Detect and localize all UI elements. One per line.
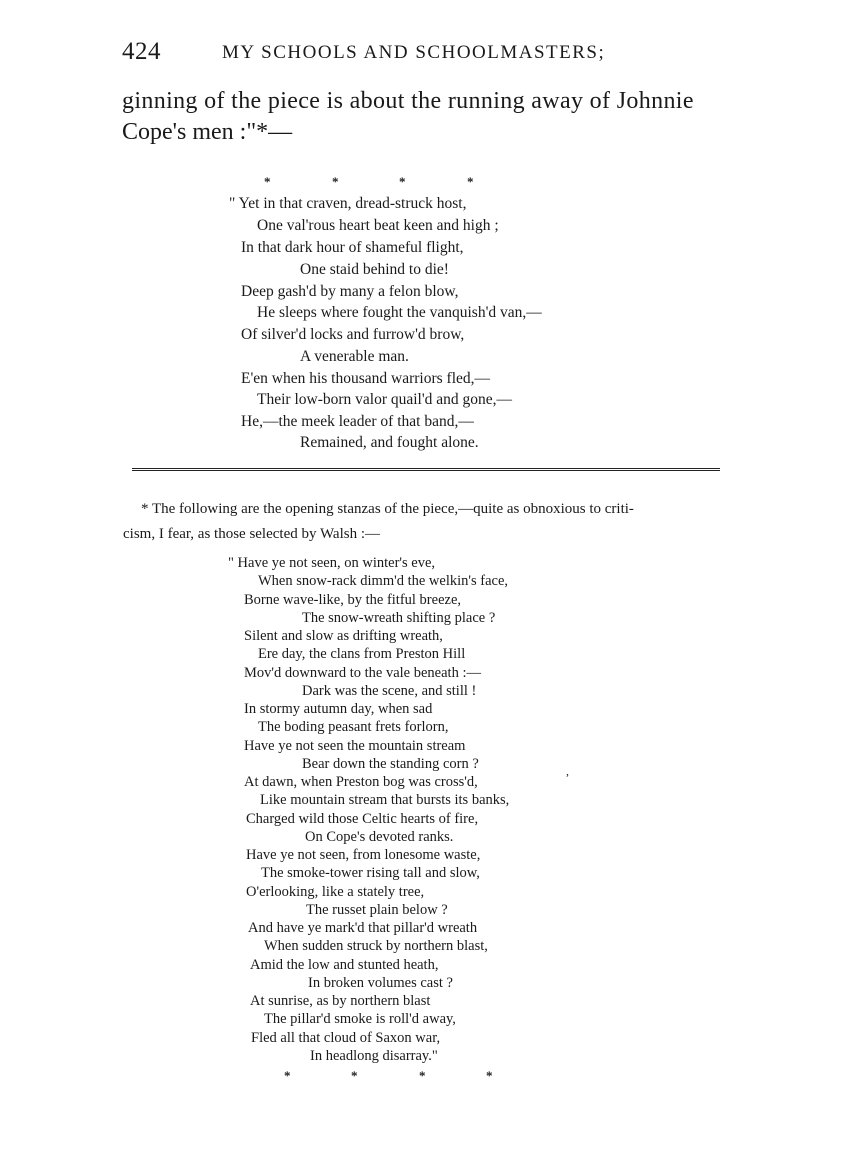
poem-line: E'en when his thousand warriors fled,— xyxy=(241,370,491,387)
footnote-poem-line: Bear down the standing corn ? xyxy=(302,756,479,772)
poem-line: One staid behind to die! xyxy=(300,261,449,278)
asterisk: * xyxy=(486,1068,493,1083)
footnote-poem-line: " Have ye not seen, on winter's eve, xyxy=(228,555,436,571)
poem-line: " Yet in that craven, dread-struck host, xyxy=(229,195,467,212)
footnote-poem-line: The snow-wreath shifting place ? xyxy=(302,610,496,626)
footnote-poem-line: Fled all that cloud of Saxon war, xyxy=(251,1030,441,1046)
footnote-intro-line: * The following are the opening stanzas of the piece,—quite as obnoxious to criti- xyxy=(141,501,634,517)
footnote-poem-line: At sunrise, as by northern blast xyxy=(250,993,431,1009)
footnote-poem-line: O'erlooking, like a stately tree, xyxy=(246,884,425,900)
asterisk: * xyxy=(467,174,474,189)
poem-line: In that dark hour of shameful flight, xyxy=(241,239,464,256)
asterisk: * xyxy=(399,174,406,189)
asterisk: * xyxy=(351,1068,358,1083)
stray-mark: , xyxy=(566,764,569,778)
poem-line: One val'rous heart beat keen and high ; xyxy=(257,217,499,234)
page-number: 424 xyxy=(122,38,161,65)
footnote-poem-line: Have ye not seen, from lonesome waste, xyxy=(246,847,481,863)
poem-line: He,—the meek leader of that band,— xyxy=(241,413,474,430)
running-head: MY SCHOOLS AND SCHOOLMASTERS; xyxy=(222,42,606,63)
footnote-poem-line: When sudden struck by northern blast, xyxy=(264,938,488,954)
body-line: ginning of the piece is about the running away of Johnnie xyxy=(122,88,694,114)
footnote-poem-line: Charged wild those Celtic hearts of fire, xyxy=(246,811,479,827)
footnote-poem-line: In stormy autumn day, when sad xyxy=(244,701,433,717)
footnote-poem-line: Silent and slow as drifting wreath, xyxy=(244,628,443,644)
footnote-poem-line: In headlong disarray." xyxy=(310,1048,438,1064)
footnote-poem-line: Ere day, the clans from Preston Hill xyxy=(258,646,466,662)
footnote-poem-line: At dawn, when Preston bog was cross'd, xyxy=(244,774,478,790)
asterisk: * xyxy=(332,174,339,189)
poem-line: He sleeps where fought the vanquish'd van,— xyxy=(257,304,542,321)
footnote-poem-line: On Cope's devoted ranks. xyxy=(305,829,454,845)
footnote-poem-line: The pillar'd smoke is roll'd away, xyxy=(264,1011,456,1027)
poem-line: Remained, and fought alone. xyxy=(300,434,479,451)
body-line: Cope's men :"*— xyxy=(122,119,293,145)
footnote-poem-line: Mov'd downward to the vale beneath :— xyxy=(244,665,481,681)
footnote-poem-line: And have ye mark'd that pillar'd wreath xyxy=(248,920,478,936)
footnote-poem-line: Borne wave-like, by the fitful breeze, xyxy=(244,592,462,608)
poem-line: Deep gash'd by many a felon blow, xyxy=(241,283,459,300)
poem-line: Of silver'd locks and furrow'd brow, xyxy=(241,326,465,343)
poem-line: Their low-born valor quail'd and gone,— xyxy=(257,391,513,408)
footnote-poem-line: The russet plain below ? xyxy=(306,902,448,918)
footnote-poem-line: In broken volumes cast ? xyxy=(308,975,453,991)
footnote-poem-line: Dark was the scene, and still ! xyxy=(302,683,477,699)
footnote-rule xyxy=(132,468,720,471)
poem-line: A venerable man. xyxy=(300,348,409,365)
footnote-poem-line: Like mountain stream that bursts its banks, xyxy=(260,792,510,808)
asterisk: * xyxy=(419,1068,426,1083)
footnote-poem-line: The boding peasant frets forlorn, xyxy=(258,719,449,735)
asterisk: * xyxy=(284,1068,291,1083)
asterisk: * xyxy=(264,174,271,189)
footnote-poem-line: Have ye not seen the mountain stream xyxy=(244,738,466,754)
footnote-intro-line: cism, I fear, as those selected by Walsh :— xyxy=(123,526,381,542)
footnote-poem-line: When snow-rack dimm'd the welkin's face, xyxy=(258,573,509,589)
footnote-poem-line: Amid the low and stunted heath, xyxy=(250,957,439,973)
footnote-poem-line: The smoke-tower rising tall and slow, xyxy=(261,865,480,881)
